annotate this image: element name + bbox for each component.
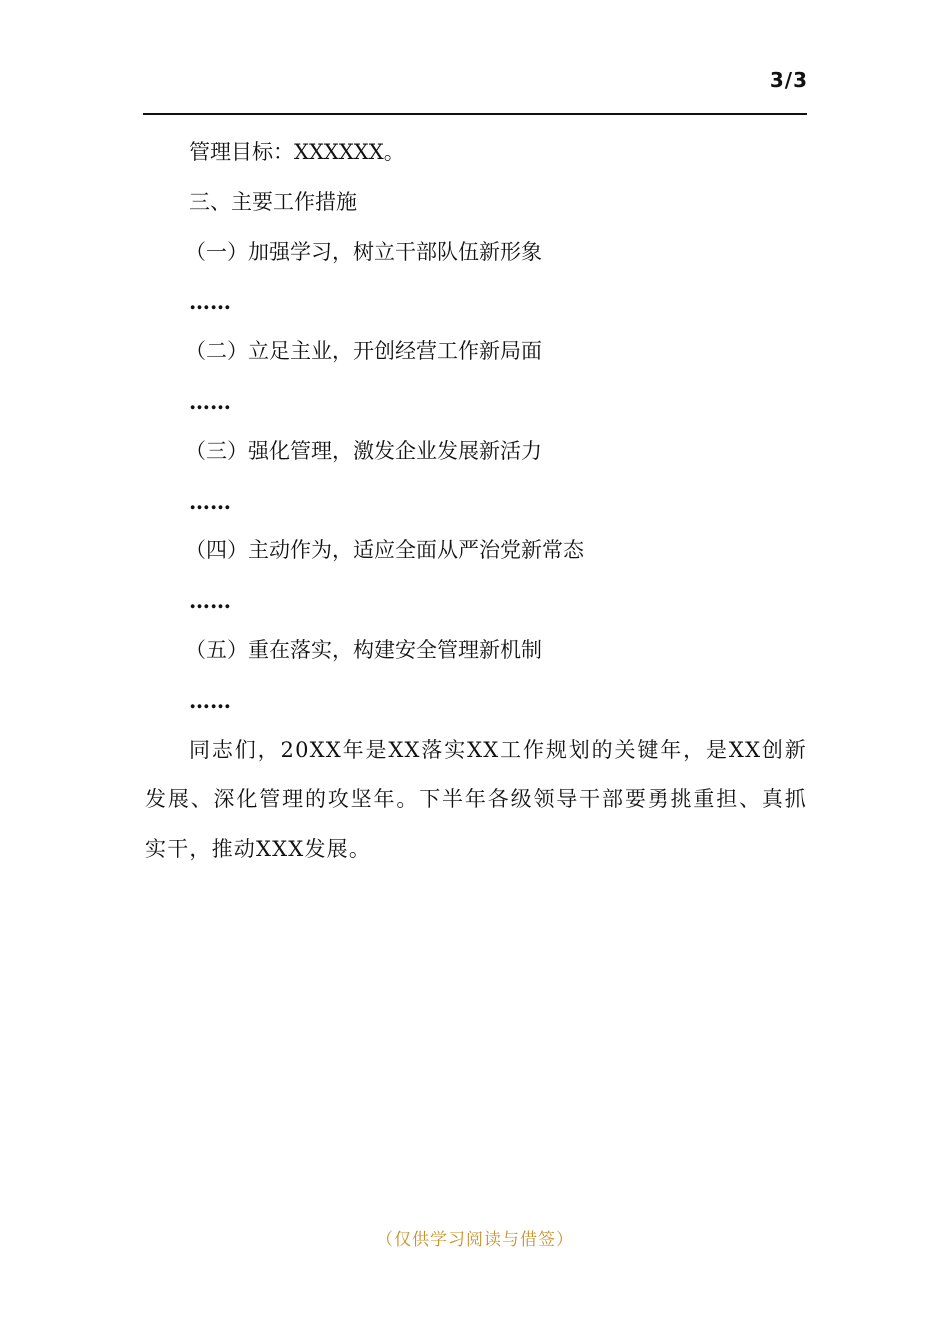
- measure-heading-1: （一）加强学习，树立干部队伍新形象: [185, 239, 542, 264]
- measure-heading-2: （二）立足主业，开创经营工作新局面: [185, 339, 542, 364]
- page-number: 3/3: [769, 68, 808, 92]
- measure-heading-4: （四）主动作为，适应全面从严治党新常态: [185, 538, 584, 563]
- measure-ellipsis-3: ……: [189, 488, 231, 514]
- section-title: 三、主要工作措施: [189, 189, 357, 214]
- measure-ellipsis-1: ……: [189, 289, 231, 315]
- measure-heading-3: （三）强化管理，激发企业发展新活力: [185, 438, 542, 463]
- measure-heading-5: （五）重在落实，构建安全管理新机制: [185, 637, 542, 662]
- header-rule: [143, 113, 807, 115]
- management-target: 管理目标：XXXXXX。: [189, 140, 405, 164]
- footer-note: （仅供学习阅读与借签）: [376, 1230, 574, 1250]
- measure-ellipsis-2: ……: [189, 388, 231, 414]
- closing-paragraph: 同志们，20XX年是XX落实XX工作规划的关键年，是XX创新发展、深化管理的攻坚年。下半年各级领导干部要勇挑重担、真抓实干，推动XXX发展。: [145, 737, 807, 862]
- document-body: [145, 128, 807, 875]
- measure-ellipsis-4: ……: [189, 588, 231, 614]
- measure-ellipsis-5: ……: [189, 687, 231, 713]
